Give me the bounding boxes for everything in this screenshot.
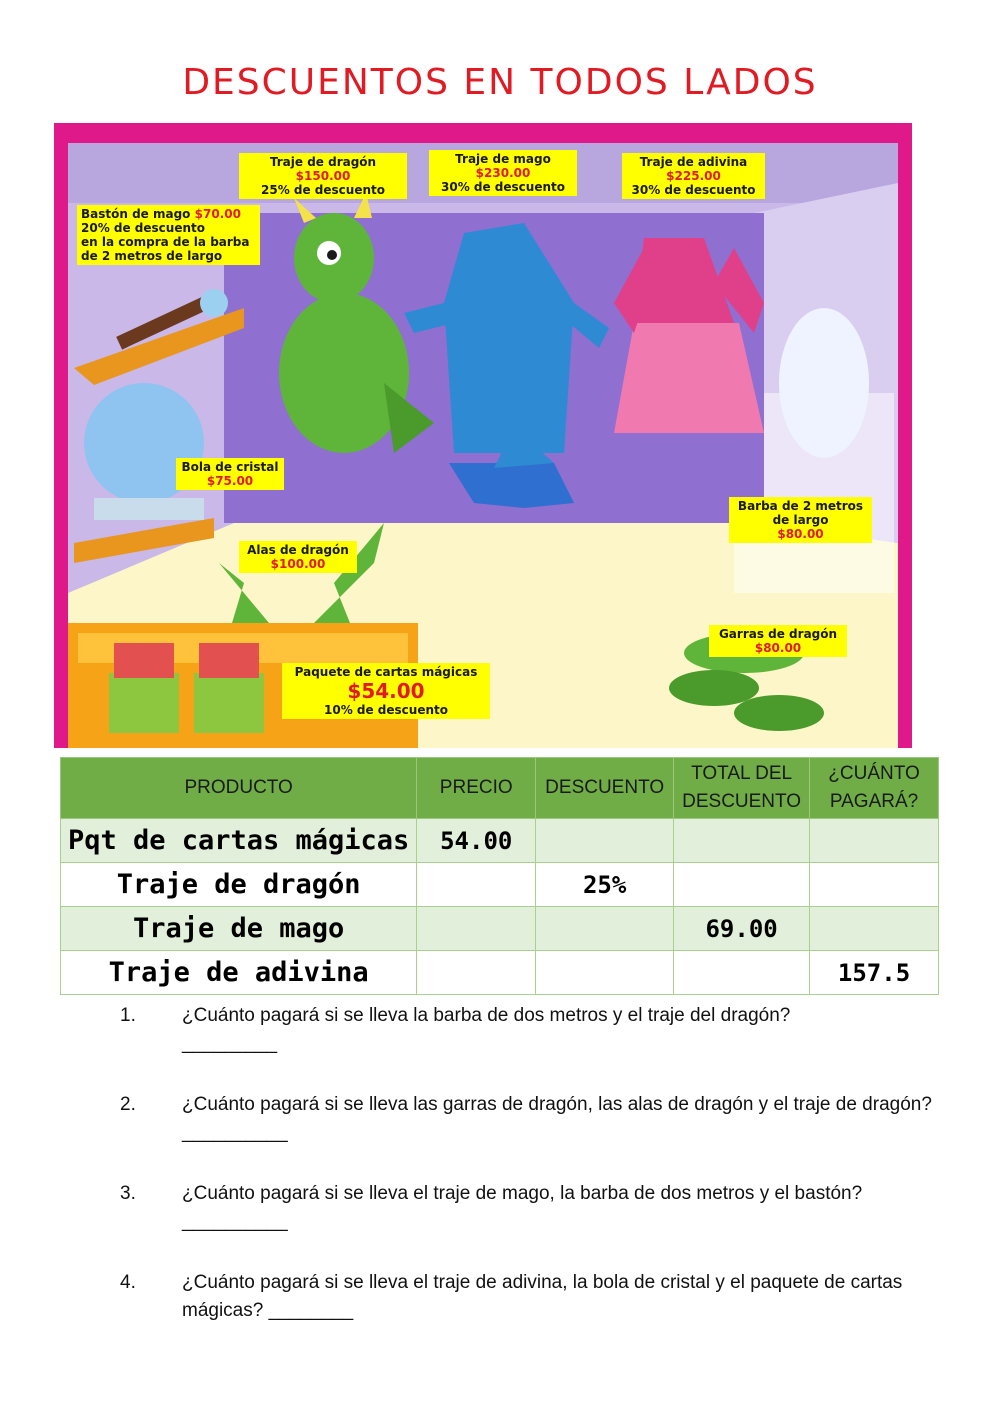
tag-traje-mago-price: $230.00: [475, 166, 531, 180]
tag-alas-price: $100.00: [270, 557, 326, 571]
question-item: [120, 1002, 960, 1058]
header-descuento: DESCUENTO: [536, 758, 674, 819]
answer-blank[interactable]: __________: [182, 1122, 288, 1143]
cell-precio[interactable]: [417, 863, 536, 907]
question-item: [120, 1269, 960, 1325]
tag-bola-cristal: [176, 458, 284, 490]
question-number: 2.: [120, 1094, 136, 1115]
tag-traje-adivina: [622, 153, 765, 199]
header-cuanto-pagara: ¿CUÁNTO PAGARÁ?: [810, 758, 939, 819]
cell-precio[interactable]: [417, 951, 536, 995]
question-number: 4.: [120, 1272, 136, 1293]
tag-traje-dragon: [239, 153, 407, 199]
tag-alas-dragon: [239, 541, 357, 573]
tag-garras: [709, 625, 847, 657]
cell-descuento[interactable]: [536, 951, 674, 995]
discount-table: [60, 757, 939, 995]
question-text: ¿Cuánto pagará si se lleva el traje de mago, la barba de dos metros y el bastón?: [182, 1183, 863, 1204]
beard: [779, 308, 869, 458]
tag-baston-line2: en la compra de la barba: [81, 235, 250, 249]
question-item: [120, 1180, 960, 1236]
header-producto: PRODUCTO: [61, 758, 417, 819]
answer-blank[interactable]: ________: [268, 1300, 354, 1321]
tag-baston-line3: de 2 metros de largo: [81, 249, 223, 263]
tag-traje-dragon-discount: 25% de descuento: [261, 183, 385, 197]
tag-baston-line1: 20% de descuento: [81, 221, 205, 235]
tag-traje-dragon-price: $150.00: [295, 169, 351, 183]
tag-cartas-discount: 10% de descuento: [324, 703, 448, 717]
tag-cartas-price: $54.00: [347, 679, 425, 703]
cell-cuanto-pagara[interactable]: [810, 907, 939, 951]
tag-traje-dragon-name: Traje de dragón: [269, 155, 377, 169]
tag-cartas-name: Paquete de cartas mágicas: [294, 665, 478, 679]
question-number: 1.: [120, 1005, 136, 1026]
tag-baston-price: $70.00: [194, 207, 241, 221]
cell-total-descuento[interactable]: [674, 951, 810, 995]
cell-descuento[interactable]: 25%: [536, 863, 674, 907]
cell-product: Traje de mago: [61, 907, 417, 951]
tag-baston-name: Bastón de mago: [81, 207, 191, 221]
table-row: [61, 863, 939, 907]
cell-cuanto-pagara[interactable]: [810, 863, 939, 907]
page-title: DESCUENTOS EN TODOS LADOS: [182, 62, 818, 103]
tag-cartas: [282, 663, 490, 719]
tag-barba-price: $80.00: [777, 527, 824, 541]
question-number: 3.: [120, 1183, 136, 1204]
cell-product: Traje de dragón: [61, 863, 417, 907]
card-pack-2: [194, 673, 264, 733]
table-row: [61, 819, 939, 863]
tag-traje-adivina-price: $225.00: [666, 169, 721, 183]
cell-total-descuento[interactable]: 69.00: [674, 907, 810, 951]
question-text: ¿Cuánto pagará si se lleva el traje de adivina, la bola de cristal y el paquete de cartas mágicas?: [182, 1272, 903, 1321]
table-row: [61, 951, 939, 995]
cell-descuento[interactable]: [536, 907, 674, 951]
tag-barba-name: Barba de 2 metros de largo: [737, 499, 864, 527]
cell-total-descuento[interactable]: [674, 863, 810, 907]
header-total-descuento: TOTAL DEL DESCUENTO: [674, 758, 810, 819]
table-header-row: [61, 758, 939, 819]
tag-traje-adivina-discount: 30% de descuento: [631, 183, 756, 197]
cell-cuanto-pagara[interactable]: 157.5: [810, 951, 939, 995]
tag-traje-mago-name: Traje de mago: [455, 152, 551, 166]
card-pack-1: [109, 673, 179, 733]
question-text: ¿Cuánto pagará si se lleva las garras de dragón, las alas de dragón y el traje de dragón?: [182, 1094, 932, 1115]
tag-barba: [729, 497, 872, 543]
tag-bola-price: $75.00: [206, 474, 254, 488]
cell-descuento[interactable]: [536, 819, 674, 863]
answer-blank[interactable]: _________: [182, 1033, 278, 1054]
tag-traje-mago-discount: 30% de descuento: [441, 180, 565, 194]
tag-alas-name: Alas de dragón: [247, 543, 349, 557]
cell-product: Traje de adivina: [61, 951, 417, 995]
header-precio: PRECIO: [417, 758, 536, 819]
cell-cuanto-pagara[interactable]: [810, 819, 939, 863]
question-text: ¿Cuánto pagará si se lleva la barba de dos metros y el traje del dragón?: [182, 1005, 791, 1026]
dragon-suit-body: [279, 293, 409, 453]
tag-bola-name: Bola de cristal: [181, 460, 279, 474]
answer-blank[interactable]: __________: [182, 1211, 288, 1232]
tag-baston: [77, 205, 260, 265]
questions-list: [120, 1002, 960, 1358]
cell-total-descuento[interactable]: [674, 819, 810, 863]
tag-garras-name: Garras de dragón: [718, 627, 838, 641]
tag-traje-mago: [429, 150, 577, 196]
cell-product: Pqt de cartas mágicas: [61, 819, 417, 863]
cell-precio[interactable]: [417, 907, 536, 951]
question-item: [120, 1091, 960, 1147]
costume-shop-illustration: [54, 123, 912, 748]
tag-traje-adivina-name: Traje de adivina: [639, 155, 748, 169]
table-row: [61, 907, 939, 951]
tag-garras-price: $80.00: [754, 641, 802, 655]
cell-precio[interactable]: 54.00: [417, 819, 536, 863]
